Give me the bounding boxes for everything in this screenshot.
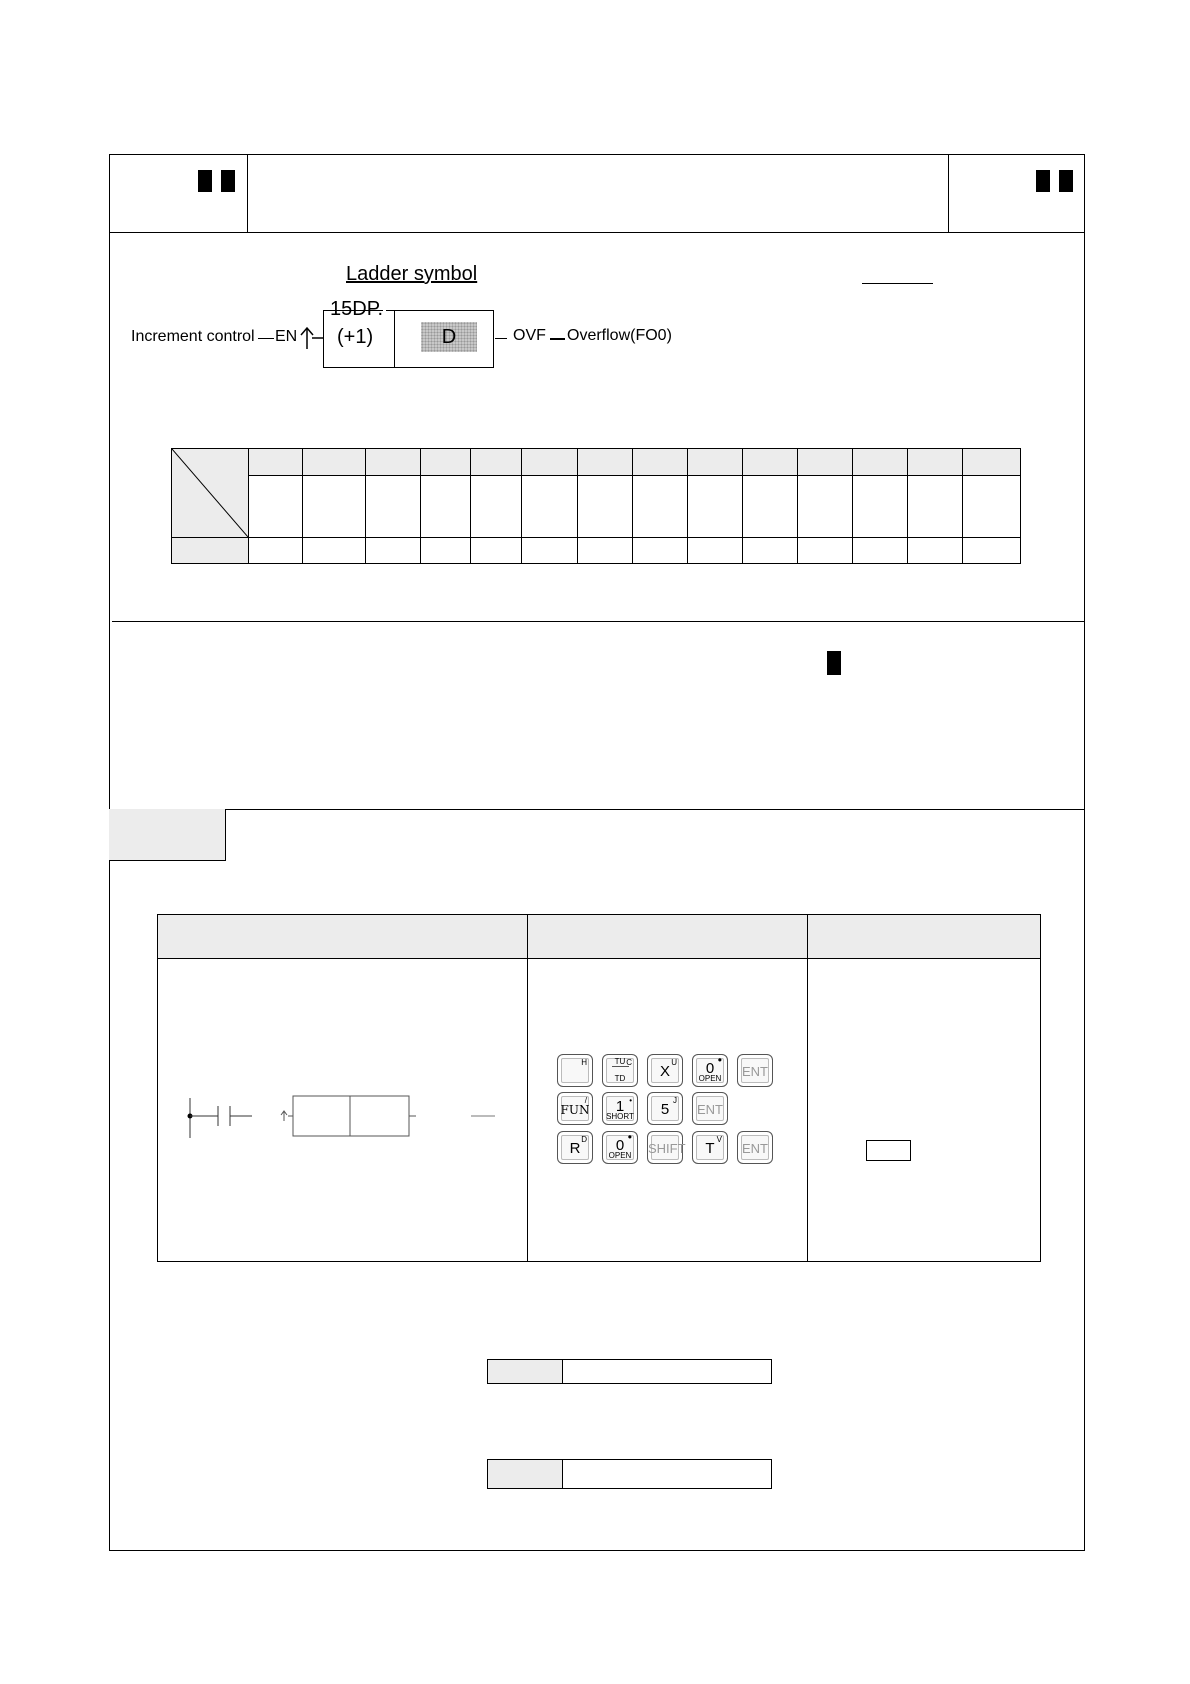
key-label: ENT (742, 1064, 768, 1079)
en-pin: EN (275, 328, 298, 345)
operand-d-field: D (421, 322, 477, 352)
table-header-cell (303, 449, 366, 476)
table-cell (578, 476, 633, 538)
keypad-key[interactable] (557, 1092, 593, 1125)
table-cell (471, 537, 522, 563)
box-top-edge (386, 310, 494, 311)
key-sub-label: OPEN (698, 1074, 722, 1083)
keypad-key[interactable] (647, 1131, 686, 1164)
key-label: FUN (560, 1103, 590, 1117)
page-frame (109, 154, 1085, 1551)
table-header-cell (688, 449, 743, 476)
redacted-block (827, 651, 841, 675)
table-cell (578, 537, 633, 563)
key-corner-label: J (673, 1096, 677, 1105)
key-label: 1 (615, 1098, 625, 1115)
key-dot: • (717, 1053, 722, 1067)
table-cell (853, 476, 908, 538)
table-cell (908, 537, 963, 563)
operation-label: (+1) (337, 326, 374, 348)
overflow-label: Overflow(FO0) (567, 327, 672, 344)
example-col-divider (807, 914, 808, 1262)
section-divider (109, 809, 1085, 810)
keypad (557, 1054, 787, 1174)
key-corner-label: • (629, 1096, 632, 1105)
keypad-key[interactable] (737, 1054, 773, 1087)
table-cell (421, 537, 471, 563)
key-label: R (569, 1140, 581, 1157)
table-cell (743, 537, 798, 563)
table-header-cell (421, 449, 471, 476)
example-tab (109, 809, 226, 861)
box-divider (394, 310, 395, 368)
table-header-cell (578, 449, 633, 476)
diagonal-line (172, 449, 248, 537)
table-cell (798, 476, 853, 538)
redacted-block (198, 170, 212, 192)
key-label: SHIFT (648, 1141, 686, 1156)
table-cell (471, 476, 522, 538)
key-corner-label: H (581, 1058, 587, 1067)
key-label: ENT (742, 1141, 768, 1156)
table-header-cell (471, 449, 522, 476)
key-top-label: TU (612, 1058, 629, 1067)
input-wire (258, 338, 274, 339)
example-col-divider (527, 914, 528, 1262)
table-cell (366, 537, 421, 563)
table-cell (798, 537, 853, 563)
redacted-block (221, 170, 235, 192)
rising-edge-arrow-icon (298, 325, 324, 351)
table-cell (421, 476, 471, 538)
result-box (866, 1140, 911, 1161)
function-number: 15DP. (330, 298, 384, 320)
key-label: ENT (697, 1102, 723, 1117)
table-cell (963, 537, 1021, 563)
table-cell (633, 537, 688, 563)
table-header-cell (249, 449, 303, 476)
register-box-2 (487, 1459, 772, 1489)
table-header-cell (633, 449, 688, 476)
table-header-cell (743, 449, 798, 476)
table-cell (908, 476, 963, 538)
table-cell (688, 537, 743, 563)
key-label: 5 (660, 1101, 670, 1118)
key-corner-label: / (584, 1096, 587, 1105)
keypad-key[interactable] (692, 1054, 728, 1087)
table-row-label-cell (172, 537, 249, 563)
table-header-cell (798, 449, 853, 476)
table-header-cell (853, 449, 908, 476)
keypad-key[interactable] (602, 1054, 638, 1087)
keypad-key[interactable] (602, 1131, 638, 1164)
table-cell (853, 537, 908, 563)
key-label: T (705, 1140, 715, 1157)
keypad-key[interactable] (647, 1054, 683, 1087)
register-box-1 (487, 1359, 772, 1384)
input-label: Increment control (131, 328, 255, 345)
header-right-divider (948, 154, 949, 232)
section-divider (112, 621, 1085, 622)
keypad-key[interactable] (692, 1131, 728, 1164)
table-cell (743, 476, 798, 538)
key-dot: • (627, 1130, 632, 1144)
table-cell (688, 476, 743, 538)
table-header-cell (522, 449, 578, 476)
table-cell (366, 476, 421, 538)
ovf-pin: OVF (513, 327, 546, 344)
key-sub-label: SHORT (606, 1112, 634, 1121)
table-cell (633, 476, 688, 538)
operand-range-table (171, 448, 1021, 564)
table-corner-cell (172, 449, 249, 538)
header-left-divider (247, 154, 248, 232)
key-corner-label: C (626, 1058, 632, 1067)
table-cell (249, 476, 303, 538)
keypad-key[interactable] (692, 1092, 728, 1125)
underline-blank (862, 283, 933, 284)
register-label-cell (488, 1360, 563, 1383)
example-header-line (157, 958, 1041, 959)
table-cell (249, 537, 303, 563)
ladder-symbol-heading: Ladder symbol (346, 263, 478, 285)
key-corner-label: D (581, 1135, 587, 1144)
redacted-block (1059, 170, 1073, 192)
table-cell (522, 537, 578, 563)
redacted-block (1036, 170, 1050, 192)
table-cell (303, 537, 366, 563)
key-label: 0 (615, 1137, 625, 1154)
output-wire (550, 338, 565, 340)
key-label: 0 (705, 1060, 715, 1077)
table-header-cell (908, 449, 963, 476)
header-divider (109, 232, 1085, 233)
example-table-header (157, 914, 1041, 959)
key-sub-label: TD (614, 1074, 626, 1083)
register-label-cell (488, 1460, 563, 1488)
table-cell (522, 476, 578, 538)
keypad-key[interactable] (557, 1131, 593, 1164)
key-label: X (659, 1063, 670, 1080)
keypad-key[interactable] (602, 1092, 638, 1125)
table-cell (963, 476, 1021, 538)
ladder-example-diagram (180, 1090, 500, 1140)
key-sub-label: OPEN (608, 1151, 632, 1160)
keypad-key[interactable] (647, 1092, 683, 1125)
keypad-key[interactable] (557, 1054, 593, 1087)
table-header-cell (366, 449, 421, 476)
table-header-cell (963, 449, 1021, 476)
table-cell (303, 476, 366, 538)
output-stub (495, 338, 507, 339)
keypad-key[interactable] (737, 1131, 773, 1164)
key-corner-label: V (716, 1135, 722, 1144)
key-corner-label: U (671, 1058, 677, 1067)
